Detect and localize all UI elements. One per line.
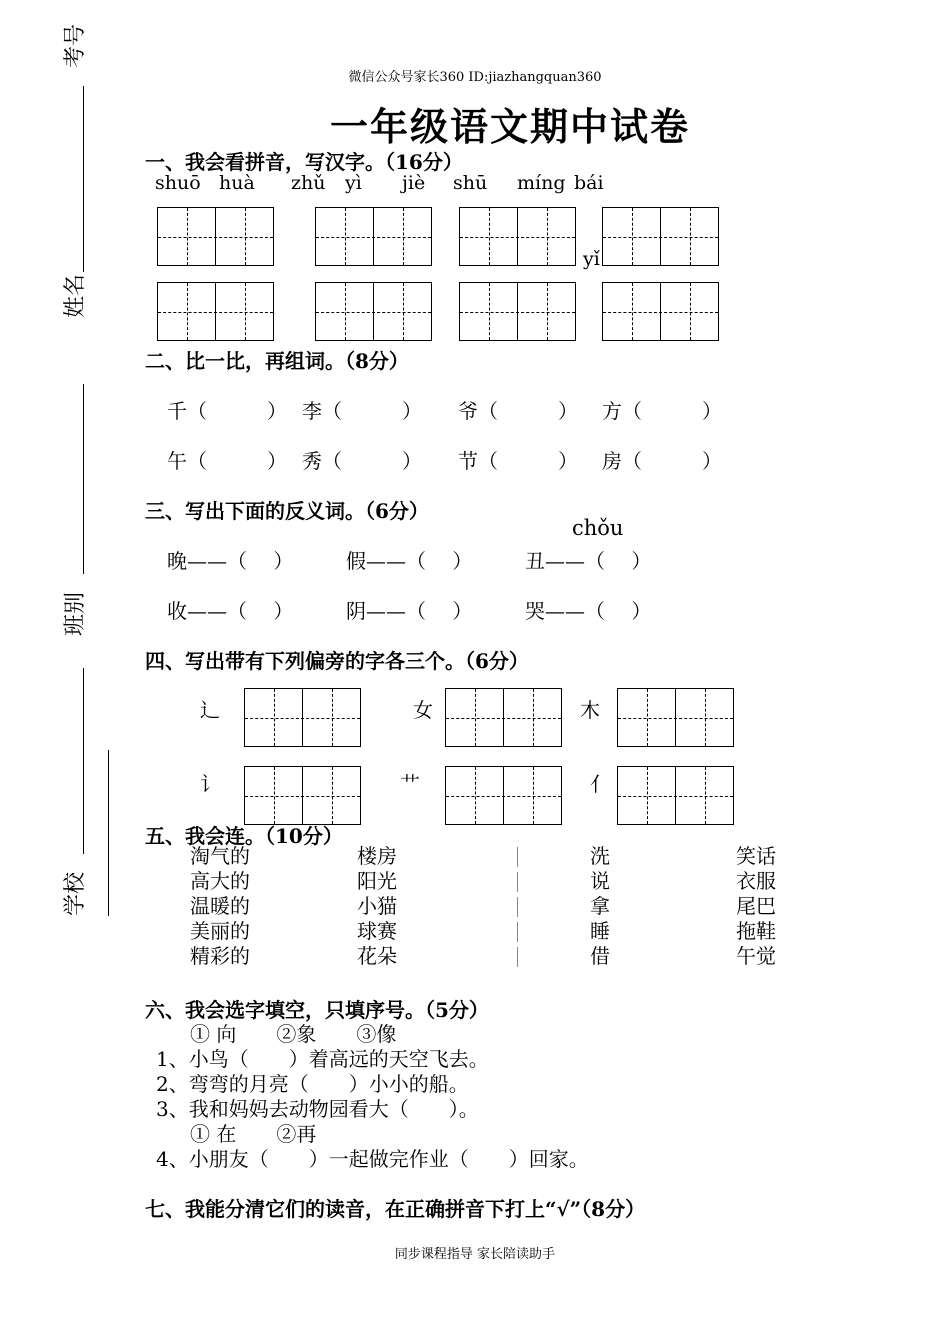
antonym-blank[interactable]: 收——（ ） bbox=[167, 599, 294, 623]
match-word[interactable]: 衣服 bbox=[736, 869, 776, 893]
banbie-line[interactable] bbox=[83, 668, 84, 854]
word-pair-blank[interactable]: 节（ ） bbox=[458, 449, 578, 473]
match-word[interactable]: 淘气的 bbox=[190, 844, 250, 868]
xuexiao-label: 学校 bbox=[63, 871, 88, 916]
match-word[interactable]: 借 bbox=[590, 944, 610, 968]
writing-grid[interactable] bbox=[315, 207, 432, 266]
writing-grid[interactable] bbox=[445, 688, 562, 747]
pinyin: shū bbox=[453, 172, 488, 194]
match-col3 bbox=[590, 844, 610, 969]
radical: 木 bbox=[580, 698, 600, 722]
word-pair-blank[interactable]: 千（ ） bbox=[167, 399, 287, 423]
match-word[interactable]: 说 bbox=[590, 869, 610, 893]
match-word[interactable]: 笑话 bbox=[736, 844, 776, 868]
section7-heading: 七、我能分清它们的读音，在正确拼音下打上“√”（8分） bbox=[145, 1197, 646, 1221]
match-word[interactable]: 花朵 bbox=[357, 944, 397, 968]
pinyin: bái bbox=[574, 172, 604, 194]
choice-options: ① 在 ②再 bbox=[190, 1122, 317, 1146]
writing-grid[interactable] bbox=[157, 282, 274, 341]
match-word[interactable]: 温暖的 bbox=[190, 894, 250, 918]
match-word[interactable]: 楼房 bbox=[357, 844, 397, 868]
section2-heading: 二、比一比，再组词。（8分） bbox=[145, 349, 409, 373]
pinyin: shuō bbox=[155, 172, 201, 194]
match-word[interactable]: 睡 bbox=[590, 919, 610, 943]
pinyin: yǐ bbox=[583, 248, 600, 270]
match-word[interactable]: 午觉 bbox=[736, 944, 776, 968]
writing-grid[interactable] bbox=[315, 282, 432, 341]
section3-heading: 三、写出下面的反义词。（6分） bbox=[145, 499, 429, 523]
binding-line bbox=[108, 750, 109, 916]
writing-grid[interactable] bbox=[617, 766, 734, 825]
word-pair-blank[interactable]: 方（ ） bbox=[602, 399, 722, 423]
pinyin: zhǔ bbox=[291, 172, 326, 194]
word-pair-blank[interactable]: 爷（ ） bbox=[458, 399, 578, 423]
match-word[interactable]: 阳光 bbox=[357, 869, 397, 893]
match-word[interactable]: 小猫 bbox=[357, 894, 397, 918]
radical: 女 bbox=[413, 698, 433, 722]
kaohao-line[interactable] bbox=[83, 86, 84, 272]
fill-question[interactable]: 1、小鸟（ ）着高远的天空飞去。 bbox=[156, 1047, 489, 1071]
section5-heading: 五、我会连。（10分） bbox=[145, 824, 343, 848]
antonym-blank[interactable]: 哭——（ ） bbox=[525, 599, 652, 623]
match-word[interactable]: 洗 bbox=[590, 844, 610, 868]
pinyin: jiè bbox=[402, 172, 426, 194]
writing-grid[interactable] bbox=[602, 282, 719, 341]
antonym-blank[interactable]: 阴——（ ） bbox=[346, 599, 473, 623]
writing-grid[interactable] bbox=[602, 207, 719, 266]
fill-question[interactable]: 3、我和妈妈去动物园看大（ ）。 bbox=[156, 1097, 479, 1121]
writing-grid[interactable] bbox=[459, 282, 576, 341]
word-pair-blank[interactable]: 午（ ） bbox=[167, 449, 287, 473]
writing-grid[interactable] bbox=[157, 207, 274, 266]
antonym-blank[interactable]: 丑——（ ） bbox=[525, 549, 652, 573]
writing-grid[interactable] bbox=[244, 766, 361, 825]
kaohao-label: 考号 bbox=[63, 23, 88, 68]
match-col4 bbox=[736, 844, 776, 969]
footer-note: 同步课程指导 家长陪读助手 bbox=[394, 1247, 556, 1262]
match-col2 bbox=[357, 844, 397, 969]
match-word[interactable]: 精彩的 bbox=[190, 944, 250, 968]
match-word[interactable]: 高大的 bbox=[190, 869, 250, 893]
radical: 艹 bbox=[400, 772, 420, 796]
section1-heading: 一、我会看拼音，写汉字。（16分） bbox=[145, 150, 463, 174]
match-word[interactable]: 拖鞋 bbox=[736, 919, 776, 943]
match-word[interactable]: 尾巴 bbox=[736, 894, 776, 918]
word-pair-blank[interactable]: 秀（ ） bbox=[302, 449, 422, 473]
writing-grid[interactable] bbox=[459, 207, 576, 266]
match-word[interactable]: 拿 bbox=[590, 894, 610, 918]
radical: 亻 bbox=[590, 772, 610, 796]
banbie-label: 班别 bbox=[63, 591, 88, 636]
match-col1 bbox=[190, 844, 250, 969]
divider bbox=[517, 922, 518, 942]
divider bbox=[517, 897, 518, 917]
writing-grid[interactable] bbox=[244, 688, 361, 747]
xingming-label: 姓名 bbox=[63, 273, 88, 318]
section6-heading: 六、我会选字填空，只填序号。（5分） bbox=[145, 998, 489, 1022]
choice-options: ① 向 ②象 ③像 bbox=[190, 1022, 397, 1046]
divider bbox=[517, 947, 518, 967]
word-pair-blank[interactable]: 房（ ） bbox=[602, 449, 722, 473]
radical: 辶 bbox=[200, 698, 220, 722]
fill-question[interactable]: 4、小朋友（ ）一起做完作业（ ）回家。 bbox=[156, 1147, 589, 1171]
pinyin: yì bbox=[345, 172, 362, 194]
match-word[interactable]: 球赛 bbox=[357, 919, 397, 943]
antonym-blank[interactable]: 假——（ ） bbox=[346, 549, 473, 573]
writing-grid[interactable] bbox=[445, 766, 562, 825]
divider bbox=[517, 847, 518, 867]
page-title: 一年级语文期中试卷 bbox=[330, 104, 691, 149]
divider bbox=[517, 872, 518, 892]
pinyin: míng bbox=[517, 172, 566, 194]
pinyin: huà bbox=[219, 172, 255, 194]
fill-question[interactable]: 2、弯弯的月亮（ ）小小的船。 bbox=[156, 1072, 469, 1096]
section4-heading: 四、写出带有下列偏旁的字各三个。（6分） bbox=[145, 649, 529, 673]
writing-grid[interactable] bbox=[617, 688, 734, 747]
match-word[interactable]: 美丽的 bbox=[190, 919, 250, 943]
antonym-blank[interactable]: 晚——（ ） bbox=[167, 549, 294, 573]
radical: 讠 bbox=[200, 772, 220, 796]
xingming-line[interactable] bbox=[83, 384, 84, 574]
header-note: 微信公众号家长360 ID:jiazhangquan360 bbox=[348, 70, 602, 85]
pinyin: chǒu bbox=[572, 516, 624, 540]
word-pair-blank[interactable]: 李（ ） bbox=[302, 399, 422, 423]
